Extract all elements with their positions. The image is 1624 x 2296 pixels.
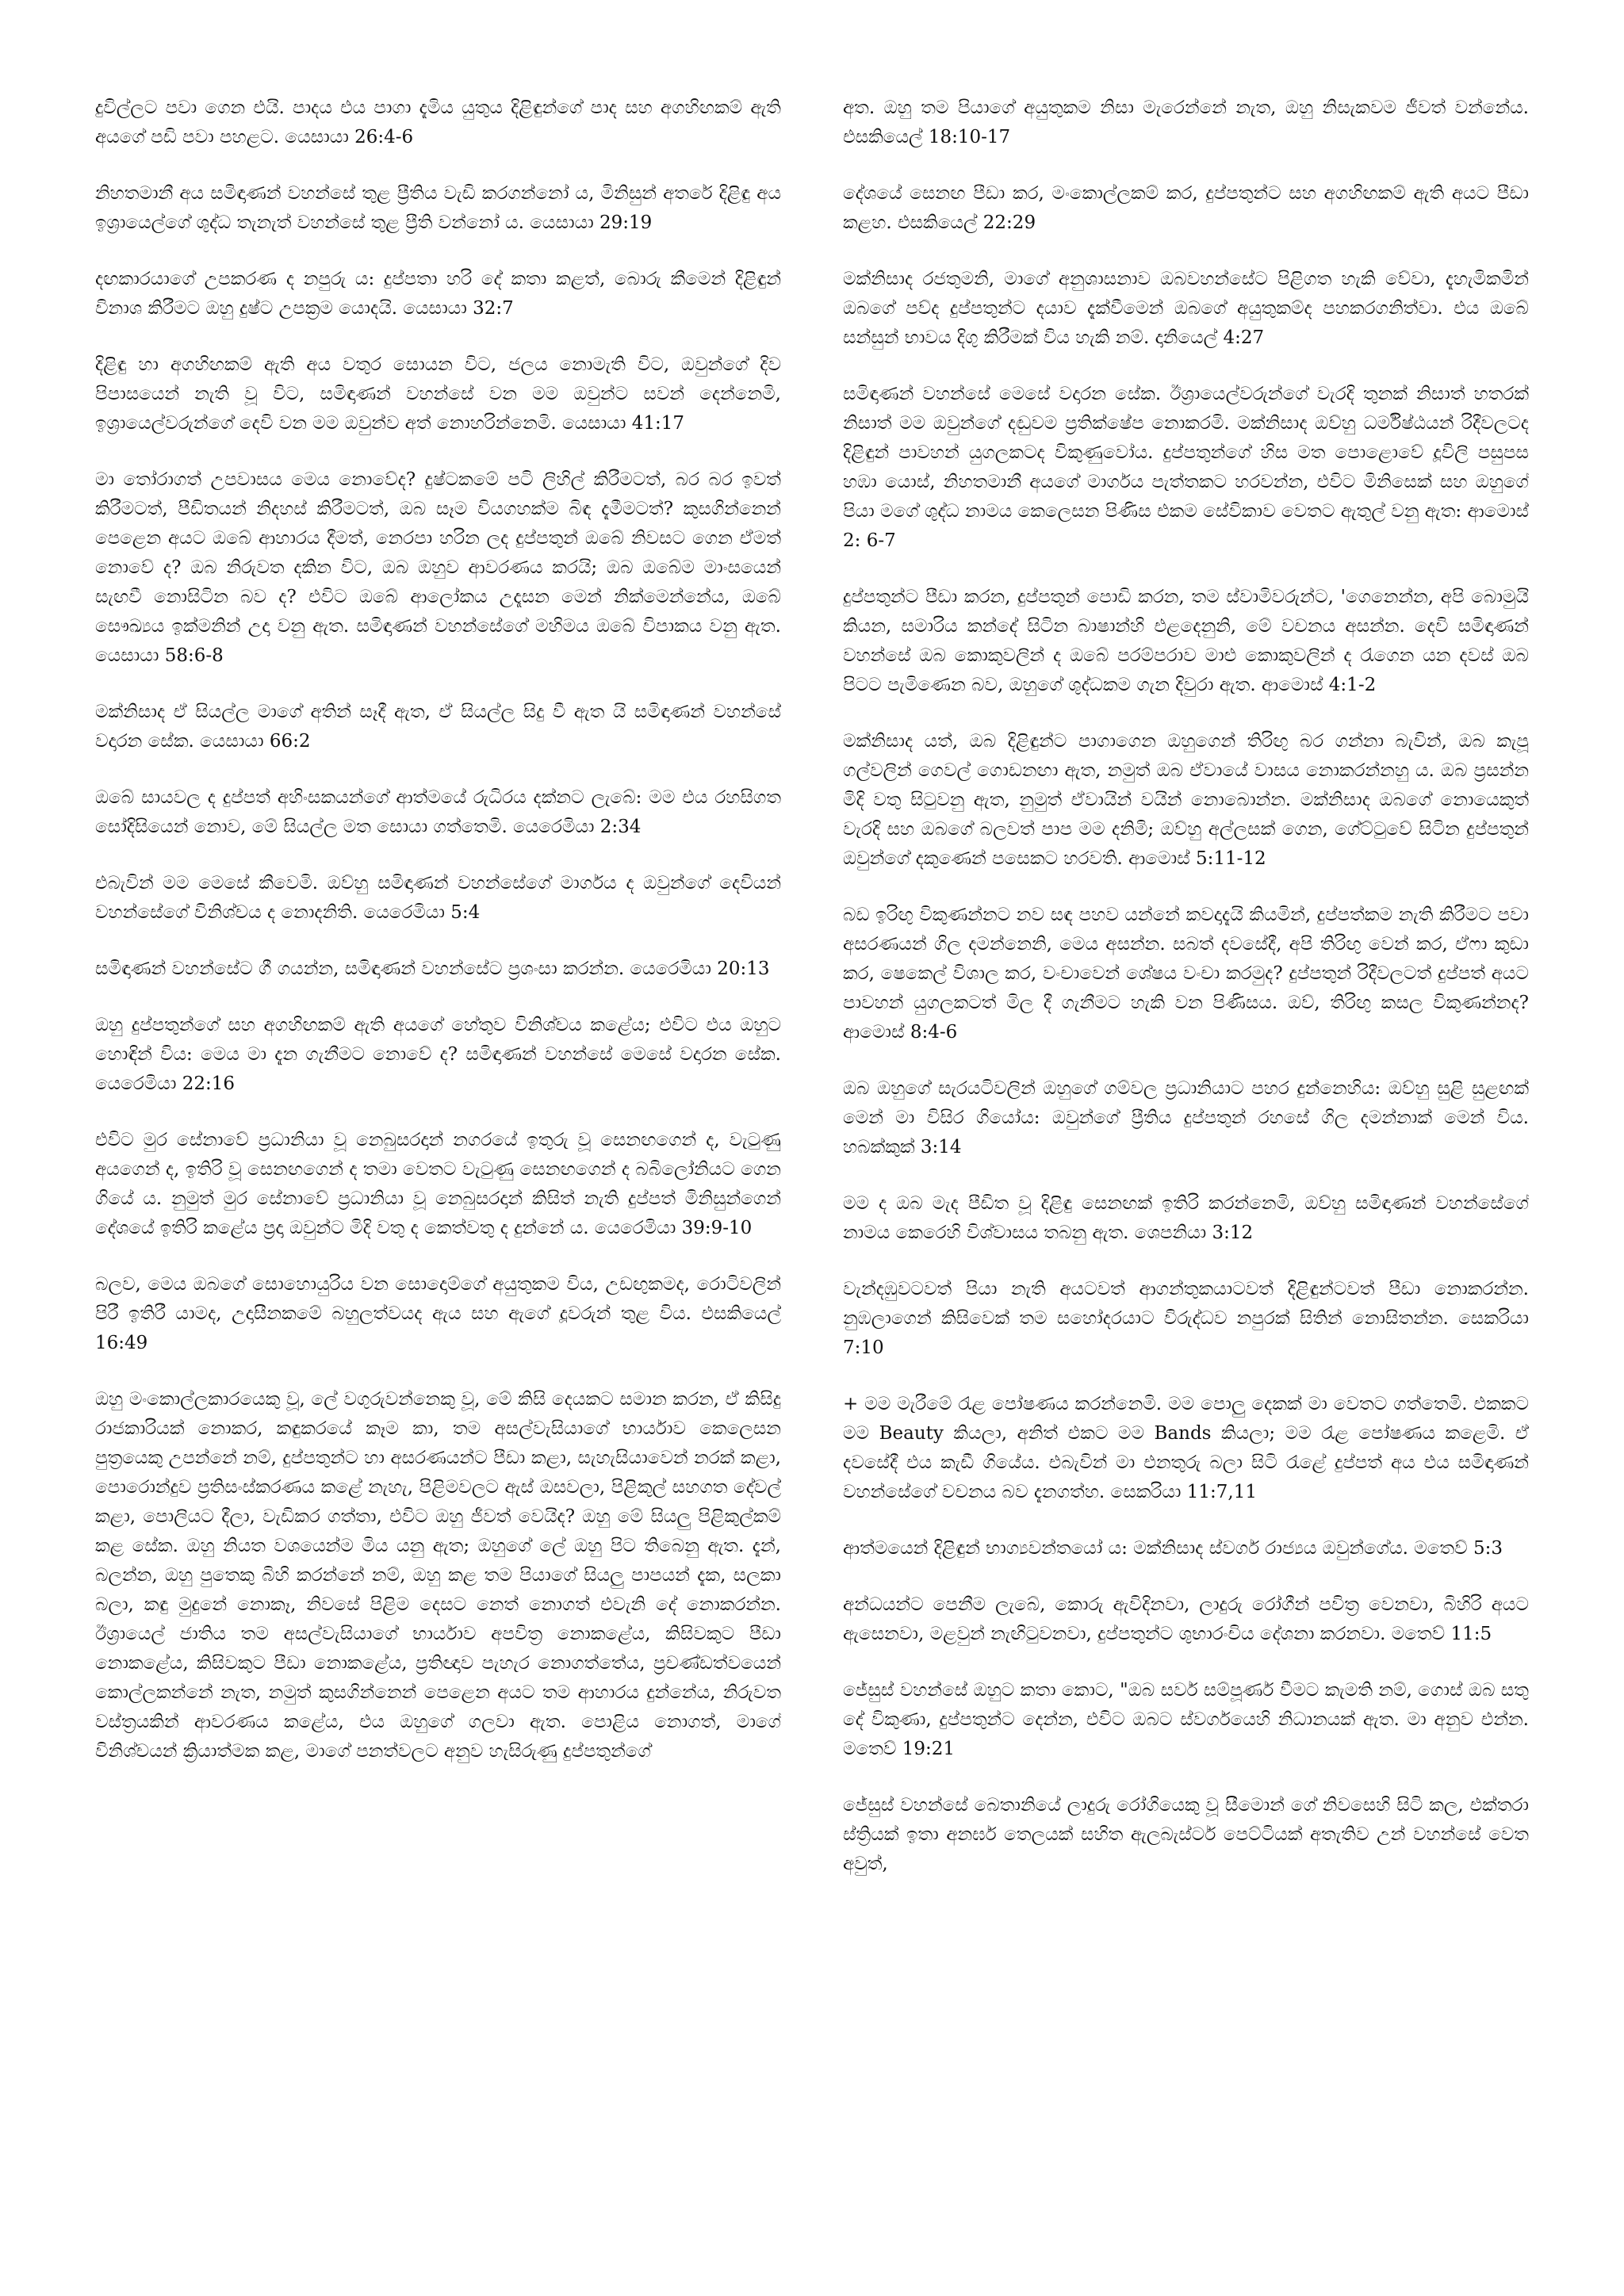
scripture-paragraph: අත. ඔහු තම පියාගේ අයුතුකම නිසා මැරෙන්නේ නැත, ඔහු නිසැකවම ජීවත් වන්නේය. එසකියෙල් 18:10-17 [843,98,1529,147]
left-column [95,94,781,2248]
scripture-paragraph: බඩ ඉරිඟු විකුණන්නට නව සඳ පහව යන්නේ කවදාදැයි කියමින්, දුප්පත්කම නැති කිරීමට පවා අසරණයන් ගිල දමන්නෙනි, මෙය අසන්න. සබත් දවසේදී, අපි තිරිඟු වෙන් කර, ඒෆා කුඩා කර, ෂෙකෙල් විශාල කර, වංචාවෙන් ශේෂය වංචා කරමුද? දුප්පතුන් රිදීවලටත් දුප්පත් අයට පාවහන් යුගලකටත් මිල දී ගැනීමට හැකි වන පිණිසය. ඔව්, තිරිඟු කසල විකුණන්නද? ආමොස් 8:4-6 [843,905,1529,1043]
scripture-paragraph: ඔහු දුප්පතුන්ගේ සහ අගහිඟකම් ඇති අයගේ හේතුව විනිශ්චය කළේය; එවිට එය ඔහුට හොඳින් විය: මෙය මා දැන ගැනීමට නොවේ ද? සමිඳාණන් වහන්සේ මෙසේ වදාරන සේක. යෙරෙමියා 22:16 [95,1015,781,1094]
scripture-paragraph: සමිඳාණන් වහන්සේට ගී ගයන්න, සමිඳාණන් වහන්සේට ප්‍රශංසා කරන්න. යෙරෙමියා 20:13 [95,959,770,979]
scripture-paragraph: ආත්මයෙන් දිළිඳුන් භාග්‍යවන්තයෝ ය: මක්නිසාද ස්වර්ග රාජ්‍යය ඔවුන්ගේය. මතෙව් 5:3 [843,1538,1503,1559]
scripture-paragraph: මා තෝරාගත් උපවාසය මෙය නොවේද? දුෂ්ටකමේ පටි ලිහිල් කිරීමටත්, බර බර ඉවත් කිරීමටත්, පීඩිතයන් නිදහස් කිරීමටත්, ඔබ සෑම වියගහක්ම බිඳ දැමීමටත්? කුසගින්නෙන් පෙළෙන අයට ඔබේ ආහාරය දීමත්, නෙරපා හරින ලද දුප්පතුන් ඔබේ නිවසට ගෙන ඒමත් නොවේ ද? ඔබ නිරුවත දකින විට, ඔබ ඔහුව ආවරණය කරයි; ඔබ ඔබේම මාංසයෙන් සැඟවී නොසිටින බව ද? එවිට ඔබේ ආලෝකය උදෑසන මෙන් නික්මෙන්නේය, ඔබේ සෞඛ්‍යය ඉක්මනින් උදා වනු ඇත. සමිඳාණන් වහන්සේගේ මහිමය ඔබේ විපාකය වනු ඇත. යෙසායා 58:6-8 [95,469,781,666]
scripture-paragraph: මක්නිසාද රජතුමනි, මාගේ අනුශාසනාව ඔබවහන්සේට පිළිගත හැකි වේවා, දැහැමිකමින් ඔබගේ පව්ද දුප්පතුන්ට දයාව දැක්වීමෙන් ඔබගේ අයුතුකම්ද පහකරගනිත්වා. එය ඔබේ සන්සුන් භාවය දිගු කිරීමක් විය හැකි නම්. දානියෙල් 4:27 [843,269,1529,348]
scripture-paragraph: අන්ධයන්ට පෙනීම ලැබේ, කොරු ඇවිදිනවා, ලාදුරු රෝගීන් පවිත්‍ර වෙනවා, බිහිරි අයට ඇසෙනවා, මළවුන් නැඟිටුවනවා, දුප්පතුන්ට ශුභාරංචිය දේශනා කරනවා. මතෙව් 11:5 [843,1594,1529,1644]
scripture-paragraph: ඔහු මංකොල්ලකාරයෙකු වූ, ලේ වගුරුවන්නෙකු වූ, මේ කිසි දෙයකට සමාන කරන, ඒ කිසිදු රාජකාරියක් නොකර, කඳුකරයේ කෑම කා, තම අසල්වැසියාගේ භාර්යාව කෙලෙසන පුත්‍රයෙකු උපන්නේ නම්, දුප්පතුන්ට හා අසරණයන්ට පීඩා කළා, සැහැසියාවෙන් නරක් කළා, පොරොන්දුව ප්‍රතිසංස්කරණය කළේ නැහැ, පිළිමවලට ඇස් ඔසවලා, පිළිකුල් සහගත දේවල් කළා, පොලියට දීලා, වැඩිකර ගත්තා, එවිට ඔහු ජීවත් වෙයිද? ඔහු මේ සියලු පිළිකුල්කම් කළ සේක. ඔහු නියත වශයෙන්ම මිය යනු ඇත; ඔහුගේ ලේ ඔහු පිට තිබෙනු ඇත. දැන්, බලන්න, ඔහු පුතෙකු බිහි කරන්නේ නම්, ඔහු කළ තම පියාගේ සියලු පාපයන් දැක, සලකා බලා, කඳු මුදුනේ නොකෑ, නිවසේ පිළිම දෙසට නෙත් නොගත් එවැනි දේ නොකරන්න. ඊශ්‍රායෙල් ජාතිය තම අසල්වැසියාගේ භාර්යාව අපවිත්‍ර නොකළේය, කිසිවකුට පීඩා නොකළේය, කිසිවකුට පීඩා නොකළේය, ප්‍රතිඥාව පැහැර නොගත්තේය, ප්‍රචණ්ඩත්වයෙන් කොල්ලකන්නේ නැත, නමුත් කුසගින්නෙන් පෙළෙන අයට තම ආහාරය දුන්නේය, නිරුවත වස්ත්‍රයකින් ආවරණය කළේය, එය ඔහුගේ ගලවා ඇත. පොළිය නොගත්, මාගේ විනිශ්චයන් ක්‍රියාත්මක කළ, මාගේ පනත්වලට අනුව හැසිරුණු දුප්පතුන්ගේ [95,1389,781,1762]
scripture-paragraph: දුප්පතුන්ට පීඩා කරන, දුප්පතුන් පොඩි කරන, තම ස්වාමිවරුන්ට, 'ගෙනෙන්න, අපි බොමුයි කියන, සමාරිය කන්දේ සිටින බාෂාන්හි එළදෙනුනි, මේ වචනය අසන්න. දෙවි සමිඳාණන් වහන්සේ ඔබ කොකුවලින් ද ඔබේ පරම්පරාව මාළු කොකුවලින් ද රැගෙන යන දවස් ඔබ පිටට පැමිණෙන බව, ඔහුගේ ශුද්ධකම ගැන දිවුරා ඇත. ආමොස් 4:1-2 [843,587,1529,695]
scripture-paragraph: නිහතමානී අය සමිඳාණන් වහන්සේ තුළ ප්‍රීතිය වැඩි කරගන්නෝ ය, මිනිසුන් අතරේ දිළිඳු අය ඉශ්‍රායෙල්ගේ ශුද්ධ තැනැත් වහන්සේ තුළ ප්‍රීති වන්නෝ ය. යෙසායා 29:19 [95,183,781,233]
scripture-paragraph: මම ද ඔබ මැද පීඩිත වූ දිළිඳු සෙනඟක් ඉතිරි කරන්නෙමි, ඔව්හු සමිඳාණන් වහන්සේගේ නාමය කෙරෙහි විශ්වාසය තබනු ඇත. ශෙපනියා 3:12 [843,1193,1529,1243]
scripture-paragraph: එබැවින් මම මෙසේ කීවෙමි. ඔව්හු සමිඳාණන් වහන්සේගේ මාර්ගය ද ඔවුන්ගේ දෙවියන් වහන්සේගේ විනිශ්චය ද නොදනිති. යෙරෙමියා 5:4 [95,873,781,923]
scripture-paragraph: ඔබ ඔහුගේ සැරයටිවලින් ඔහුගේ ගම්වල ප්‍රධානියාට පහර දුන්නෙහිය: ඔව්හු සුළි සුළඟක් මෙන් මා විසිර ගියෝය: ඔවුන්ගේ ප්‍රීතිය දුප්පතුන් රහසේ ගිල දමන්නාක් මෙන් විය. හබක්කුක් 3:14 [843,1078,1529,1158]
scripture-paragraph: + මම මැරීමේ රැළ පෝෂණය කරන්නෙමි. මම පොලු දෙකක් මා වෙතට ගත්තෙමි. එකකට මම Beauty කියලා, අනිත් එකට මම Bands කියලා; මම රැළ පෝෂණය කළෙමි. ඒ දවසේදී එය කැඩී ගියේය. එබැවින් මා එනතුරු බලා සිටි රැළේ දුප්පත් අය එය සමිඳාණන් වහන්සේගේ වචනය බව දැනගත්හ. සෙකරියා 11:7,11 [843,1394,1529,1502]
scripture-paragraph: එවිට මුර සේනාවේ ප්‍රධානියා වූ නෙබුසරදාන් නගරයේ ඉතුරු වූ සෙනඟගෙන් ද, වැටුණු අයගෙන් ද, ඉතිරි වූ සෙනඟගෙන් ද තමා වෙතට වැටුණු සෙනඟගෙන් ද බබිලෝනියට ගෙන ගියේ ය. නුමුත් මුර සේනාවේ ප්‍රධානියා වූ නෙබුසරදාන් කිසිත් නැති දුප්පත් මිනිසුන්ගෙන් දේශයේ ඉතිරි කළේය ප්‍රදා ඔවුන්ට මිදි වතු ද කෙත්වතු ද දුන්නේ ය. යෙරෙමියා 39:9-10 [95,1130,781,1238]
scripture-paragraph: දේශයේ සෙනඟ පීඩා කර, මංකොල්ලකම් කර, දුප්පතුන්ට සහ අගහිඟකම් ඇති අයට පීඩා කළහ. එසකියෙල් 22:29 [843,183,1529,233]
scripture-paragraph: දුවිල්ලට පවා ගෙන එයි. පාදය එය පාගා දැමිය යුතුය දිළිඳුන්ගේ පාද සහ අගහිඟකම් ඇති අයගේ පඩි පවා පහළට. යෙසායා 26:4-6 [95,98,781,147]
scripture-paragraph: මක්නිසාද යත්, ඔබ දිළිඳුන්ට පාගාගෙන ඔහුගෙන් තිරිඟු බර ගන්නා බැවින්, ඔබ කැපූ ගල්වලින් ගෙවල් ගොඩනඟා ඇත, නමුත් ඔබ ඒවායේ වාසය නොකරන්නහු ය. ඔබ ප්‍රසන්න මිදි වතු සිටුවනු ඇත, නුමුත් ඒවායින් වයින් නොබොන්න. මක්නිසාද ඔබගේ නොයෙකුත් වැරදි සහ ඔබගේ බලවත් පාප මම දනිමි; ඔව්හු අල්ලසක් ගෙන, ගේට්ටුවේ සිටින දුප්පතුන් ඔවුන්ගේ දකුණෙන් පසෙකට හරවති. ආමොස් 5:11-12 [843,731,1529,869]
scripture-paragraph: ජේසුස් වහන්සේ ඔහුට කතා කොට, "ඔබ සර්ව සම්පූර්ණ වීමට කැමති නම්, ගොස් ඔබ සතු දේ විකුණා, දුප්පතුන්ට දෙන්න, එවිට ඔබට ස්වර්ගයෙහි නිධානයක් ඇත. මා අනුව එන්න. මතෙව් 19:21 [843,1680,1529,1759]
scripture-paragraph: මක්නිසාද ඒ සියල්ල මාගේ අතින් සෑදී ඇත, ඒ සියල්ල සිදු වී ඇත යි සමිඳාණන් වහන්සේ වදාරන සේක. යෙසායා 66:2 [95,702,781,752]
scripture-paragraph: දිළිඳු හා අගහිඟකම් ඇති අය වතුර සොයන විට, ජලය නොමැති විට, ඔවුන්ගේ දිව පිපාසයෙන් නැති වූ විට, සමිඳාණන් වහන්සේ වන මම ඔවුන්ට සවන් දෙන්නෙමි, ඉශ්‍රායෙල්වරුන්ගේ දෙවි වන මම ඔවුන්ව අත් නොහරින්නෙමි. යෙසායා 41:17 [95,354,781,434]
right-column [843,94,1529,2248]
scripture-paragraph: දඟකාරයාගේ උපකරණ ද නපුරු ය: දුප්පතා හරි දේ කතා කළත්, බොරු කීමෙන් දිළිඳුන් විනාශ කිරීමට ඔහු දුෂ්ට උපක්‍රම යොදයි. යෙසායා 32:7 [95,269,781,319]
scripture-paragraph: සමිඳාණන් වහන්සේ මෙසේ වදාරන සේක. ඊශ්‍රායෙල්වරුන්ගේ වැරදි තුනක් නිසාත් හතරක් නිසාත් මම ඔවුන්ගේ දඬුවම ප්‍රතික්ෂේප නොකරමි. මක්නිසාද ඔව්හු ධර්මිෂ්ඨයන් රිදීවලටද දිළිඳුන් පාවහන් යුගලකටද විකුණුවෝය. දුප්පතුන්ගේ හිස මත පොළොවේ දූවිලි පසුපස හඹා යොස්, නිහතමානී අයගේ මාර්ගය පැත්තකට හරවන්න, එවිට මිනිසෙක් සහ ඔහුගේ පියා මගේ ශුද්ධ නාමය කෙලෙසන පිණිස එකම සේවිකාව වෙතට ඇතුල් වනු ඇත: ආමොස් 2: 6-7 [843,384,1529,551]
scripture-paragraph: බලව, මෙය ඔබගේ සොහොයුරිය වන සොදොම්ගේ අයුතුකම විය, උඩඟුකමද, රොටිවලින් පිරී ඉතිරී යාමද, උදාසීනකමේ බහුලත්වයද ඇය සහ ඇගේ දූවරුන් තුළ විය. එසකියෙල් 16:49 [95,1274,781,1353]
scripture-paragraph: වැන්දඹුවටවත් පියා නැති අයටවත් ආගන්තුකයාටවත් දිළිඳුන්ටවත් පීඩා නොකරන්න. නුඹලාගෙන් කිසිවෙක් තම සහෝදරයාට විරුද්ධව නපුරක් සිතින් නොසිතන්න. සෙකරියා 7:10 [843,1279,1529,1358]
scripture-paragraph: ජේසුස් වහන්සේ බෙතානියේ ලාදුරු රෝගියෙකු වූ සීමොන් ගේ නිවසෙහි සිටි කල, එක්තරා ස්ත්‍රියක් ඉතා අනර්ඝ තෙලයක් සහිත ඇලබැස්ටර් පෙට්ටියක් අතැතිව උන් වහන්සේ වෙත අවුත්, [843,1795,1529,1874]
scripture-paragraph: ඔබේ සායවල ද දුප්පත් අහිංසකයන්ගේ ආත්මයේ රුධිරය දක්නට ලැබේ: මම එය රහසිගත සෝදිසියෙන් නොව, මේ සියල්ල මත සොයා ගත්තෙමි. යෙරෙමියා 2:34 [95,787,781,837]
